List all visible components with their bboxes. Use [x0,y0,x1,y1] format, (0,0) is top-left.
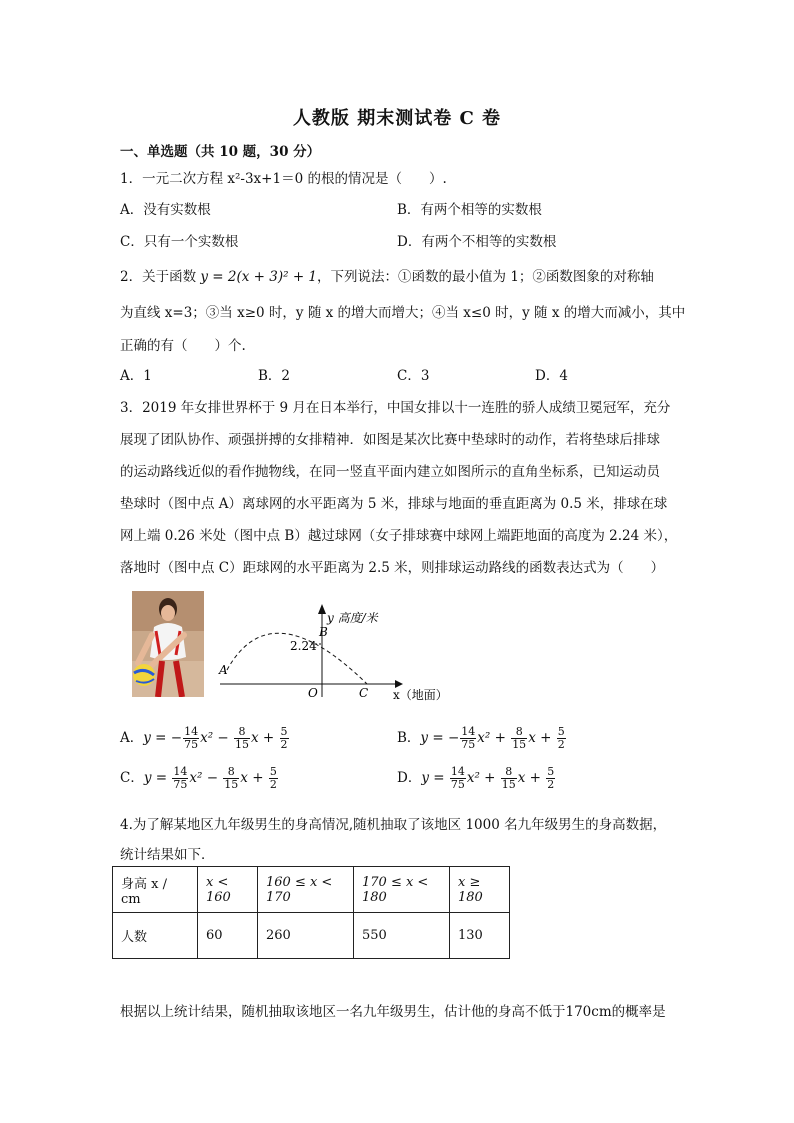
volleyball-player-illustration [132,591,204,697]
q3-line1: 3．2019 年女排世界杯于 9 月在日本举行，中国女排以十一连胜的骄人成绩卫冕冠军，充分 [120,400,671,416]
q2-formula: y = 2(x + 3)² + 1 [200,269,318,285]
tick-label: 2.24 [290,639,317,653]
q3-line3: 的运动路线近似的看作抛物线，在同一竖直平面内建立如图所示的直角坐标系，已知运动员 [120,464,660,480]
q3-line5: 网上端 0.26 米处（图中点 B）越过球网（女子排球赛中球网上端距地面的高度为 2.24 米）， [120,528,678,544]
table-header-cell: x < 160 [198,867,258,913]
table-row [113,867,510,913]
q1-option-d: D．有两个不相等的实数根 [397,234,557,250]
parabola-graph [215,600,455,710]
q2-stem-line2: 为直线 x=3；③当 x≥0 时，y 随 x 的增大而增大；④当 x≤0 时，y 随 x 的增大而减小，其中 [120,305,686,321]
q1-option-c: C．只有一个实数根 [120,234,239,250]
table-cell: 130 [450,913,510,959]
q2-stem-line1 [120,265,654,285]
table-cell: 人数 [113,913,198,959]
q3-option-a: A．y = − $\frac{14}{75}$ x² − $\frac{8}{15}$ x + $\frac{5}{2}$ [120,725,288,751]
height-stats-table [112,866,510,959]
q1-option-a: A．没有实数根 [120,202,211,218]
q3-option-d: D．y = $\frac{14}{75}$ x² + $\frac{8}{15}$ x + $\frac{5}{2}$ [397,765,555,791]
table-header-cell: 身高 x / cm [113,867,198,913]
table-header-cell: 160 ≤ x < 170 [258,867,354,913]
q3-option-c: C．y = $\frac{14}{75}$ x² − $\frac{8}{15}$ x + $\frac{5}{2}$ [120,765,277,791]
table-row [113,913,510,959]
x-axis-label: x（地面） [393,688,448,702]
table-cell: 60 [198,913,258,959]
volleyball-player-photo [132,591,204,697]
q4-line1: 4.为了解某地区九年级男生的身高情况,随机抽取了该地区 1000 名九年级男生的身高数据， [120,817,667,833]
q2-suffix: ，下列说法：①函数的最小值为 1；②函数图象的对称轴 [317,269,654,285]
section-heading: 一、单选题（共 10 题，30 分） [120,144,321,160]
page-title: 人教版 期末测试卷 C 卷 [292,108,502,129]
y-axis-arrow [318,604,326,614]
q3-line6: 落地时（图中点 C）距球网的水平距离为 2.5 米，则排球运动路线的函数表达式为（ ） [120,560,665,576]
point-c-label: C [359,686,369,700]
x-axis-arrow [395,680,403,688]
origin-label: O [308,686,318,700]
table-cell: 260 [258,913,354,959]
tick-label: y 高度/米 [327,611,378,625]
q1-option-b: B．有两个相等的实数根 [397,202,542,218]
q3-option-b: B．y = − $\frac{14}{75}$ x² + $\frac{8}{15}$ x + $\frac{5}{2}$ [397,725,565,751]
q2-option-a: A．1 [120,368,152,384]
q2-option-b: B．2 [258,368,291,384]
table-header-cell: x ≥ 180 [450,867,510,913]
q2-option-d: D．4 [535,368,568,384]
q2-stem-line3: 正确的有（ ）个. [120,338,246,354]
q4-line2: 统计结果如下． [120,847,215,863]
table-cell: 550 [354,913,450,959]
q3-line2: 展现了团队协作、顽强拼搏的女排精神．如图是某次比赛中垫球时的动作，若将垫球后排球 [120,432,660,448]
table-header-cell: 170 ≤ x < 180 [354,867,450,913]
q2-option-c: C．3 [397,368,430,384]
point-a-label: A [219,663,228,677]
q4-after-table: 根据以上统计结果，随机抽取该地区一名九年级男生，估计他的身高不低于170cm的概率是 [120,1004,666,1020]
point-b-label: B [319,625,328,639]
q3-line4: 垫球时（图中点 A）离球网的水平距离为 5 米，排球与地面的垂直距离为 0.5 米，排球在球 [120,496,668,512]
q1-stem: 1．一元二次方程 x²-3x+1＝0 的根的情况是（ ）. [120,171,447,187]
q2-prefix: 2．关于函数 [120,269,201,285]
